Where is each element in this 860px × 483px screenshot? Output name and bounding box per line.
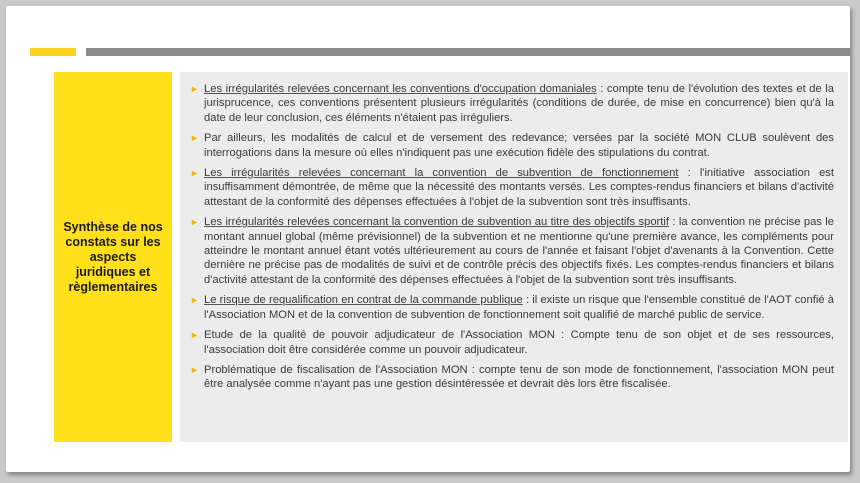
finding-item xyxy=(190,82,834,125)
finding-lead: Le risque de requalification en contrat de la commande publique xyxy=(204,294,523,307)
finding-body: : la convention ne précise pas le montant annuel global (même prévisionnel) de la subvention et ne mentionne qu'une première avance, les compléments pour atteindre le montant annuel étant votés ultérieurement au cours de l'année et faisant l'objet d'avenants à la Convention. Cette dernière ne précise pas de modalités de suivi et de contrôle précis des objectifs fixés. Les comptes-rendus financiers et bilans d'activité attestant de la conformité des dépenses effectuées à l'objet de la subvention sont très insuffisants. xyxy=(204,216,834,286)
findings-panel xyxy=(180,72,848,442)
bullet-icon: ► xyxy=(190,330,199,341)
header-accent-bar xyxy=(30,48,76,56)
finding-item xyxy=(190,166,834,209)
finding-item xyxy=(190,131,834,160)
finding-lead: Les irrégularités relevées concernant les conventions d'occupation domaniales xyxy=(204,83,597,95)
bullet-icon: ► xyxy=(190,84,199,94)
section-title: Synthèse de nos constats sur les aspects juridiques et règlementaires xyxy=(63,219,163,294)
finding-body: Etude de la qualité de pouvoir adjudicateur de l'Association MON : Compte tenu de son objet et de ses ressources, l'association doit être considérée comme un pouvoir adjudicateur. xyxy=(204,329,834,356)
finding-body: : compte tenu de l'évolution des textes et de la jurisprucence, ces conventions présentent plusieurs irrégularités (conditions de durée, de mise en concurrence) bien qu'à la date de leur conclusion, ces éléments n'étaient pas irréguliers. xyxy=(204,83,834,124)
finding-body: : l'initiative association est insuffisamment démontrée, de même que la nécessité des montants versés. Les comptes-rendus financiers et bilans d'activité attestant de la conformité des dépenses effectuées à l'objet de la subvention sont très insuffisants. xyxy=(204,167,834,208)
finding-item xyxy=(190,293,834,322)
finding-item xyxy=(190,328,834,357)
bullet-icon: ► xyxy=(190,364,199,375)
finding-body: Par ailleurs, les modalités de calcul et de versement des redevance; versées par la société MON CLUB soulèvent des interrogations dans la mesure où elles n'indiquent pas une exécution fidèle des stipulations du contrat. xyxy=(204,132,834,159)
header-rule-bar xyxy=(86,48,850,56)
finding-body: Problématique de fiscalisation de l'Association MON : compte tenu de son mode de fonctionnement, l'association MON peut être analysée comme n'ayant pas une gestion désintéressée et devrait dès lors être fiscalisée. xyxy=(204,363,834,391)
section-sidebar xyxy=(54,72,172,442)
finding-lead: Les irrégularités relevées concernant la convention de subvention au titre des objectifs sportif xyxy=(204,216,669,229)
finding-lead: Les irrégularités relevées concernant la convention de subvention de fonctionnement xyxy=(204,167,679,180)
bullet-icon: ► xyxy=(190,295,199,306)
bullet-icon: ► xyxy=(190,168,199,179)
document-page xyxy=(6,6,850,472)
finding-item xyxy=(190,363,834,392)
finding-item xyxy=(190,215,834,287)
finding-body: : il existe un risque que l'ensemble constitué de l'AOT confié à l'Association MON et de la convention de subvention de fonctionnement soit qualifié de marché public de service. xyxy=(204,294,834,321)
bullet-icon: ► xyxy=(190,217,199,228)
bullet-icon: ► xyxy=(190,133,199,144)
